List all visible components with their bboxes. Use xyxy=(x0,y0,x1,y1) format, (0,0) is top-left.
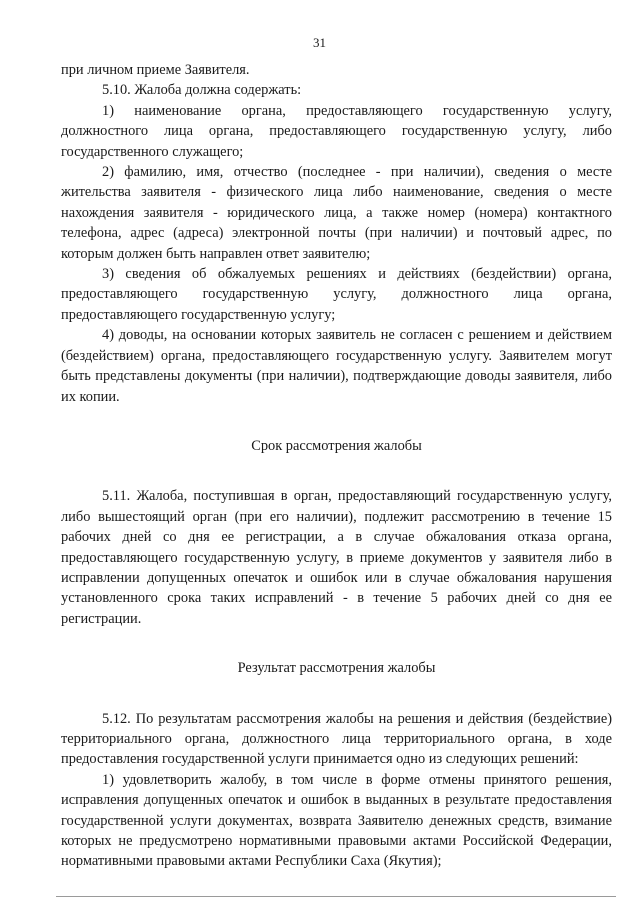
paragraph: 5.11. Жалоба, поступившая в орган, предоставляющий государственную услугу, либо вышестоящий орган (при его наличии), подлежит рассмотрению в течение 15 рабочих дней со дня ее регистрации, а в случае обжалования отказа органа, предоставляющего государственную услугу, в приеме документов у заявителя либо в исправлении допущенных опечаток и ошибок или в случае обжалования нарушения установленного срока таких исправлений - в течение 5 рабочих дней со дня ее регистрации. xyxy=(61,488,612,627)
paragraph: 1) удовлетворить жалобу, в том числе в форме отмены принятого решения, исправления допущенных опечаток и ошибок в выданных в результате предоставления государственной услуги документах, возврата Заявителю денежных средств, взимание которых не предусмотрено нормативными правовыми актами Российской Федерации, нормативными правовыми актами Республики Саха (Якутия); xyxy=(61,771,612,870)
paragraph: при личном приеме Заявителя. xyxy=(61,62,250,78)
section-heading: Срок рассмотрения жалобы xyxy=(251,437,422,454)
section-heading: Результат рассмотрения жалобы xyxy=(237,660,436,677)
paragraph: 2) фамилию, имя, отчество (последнее - при наличии), сведения о месте жительства заявителя - физического лица либо наименование, сведения о месте нахождения заявителя - юридического лица, а также номер (номера) контактного телефона, адрес (адреса) электронной почты (при наличии) и почтовый адрес, по которым должен быть направлен ответ заявителю; xyxy=(61,164,612,262)
page-number: 31 xyxy=(313,35,326,50)
section-review-result xyxy=(61,709,612,872)
document-body xyxy=(61,60,612,872)
section-review-period xyxy=(61,486,612,629)
section-complaint-contents xyxy=(61,60,612,407)
paragraph: 1) наименование органа, предоставляющего государственную услугу, должностного лица органа, предоставляющего государственную услугу, либо государственного служащего; xyxy=(61,102,612,160)
footer-divider xyxy=(56,896,616,897)
paragraph: 5.12. По результатам рассмотрения жалобы на решения и действия (бездействие) территориального органа, должностного лица территориального органа, в ходе предоставления государственной услуги принимается одно из следующих решений: xyxy=(61,710,612,768)
paragraph: 5.10. Жалоба должна содержать: xyxy=(102,82,302,99)
paragraph: 4) доводы, на основании которых заявитель не согласен с решением и действием (бездействием) органа, предоставляющего государственную услугу. Заявителем могут быть представлены документы (при наличии), подтверждающие доводы заявителя, либо их копии. xyxy=(61,327,612,405)
paragraph: 3) сведения об обжалуемых решениях и действиях (бездействии) органа, предоставляющего государственную услугу, должностного лица органа, предоставляющего государственную услугу; xyxy=(61,266,612,323)
